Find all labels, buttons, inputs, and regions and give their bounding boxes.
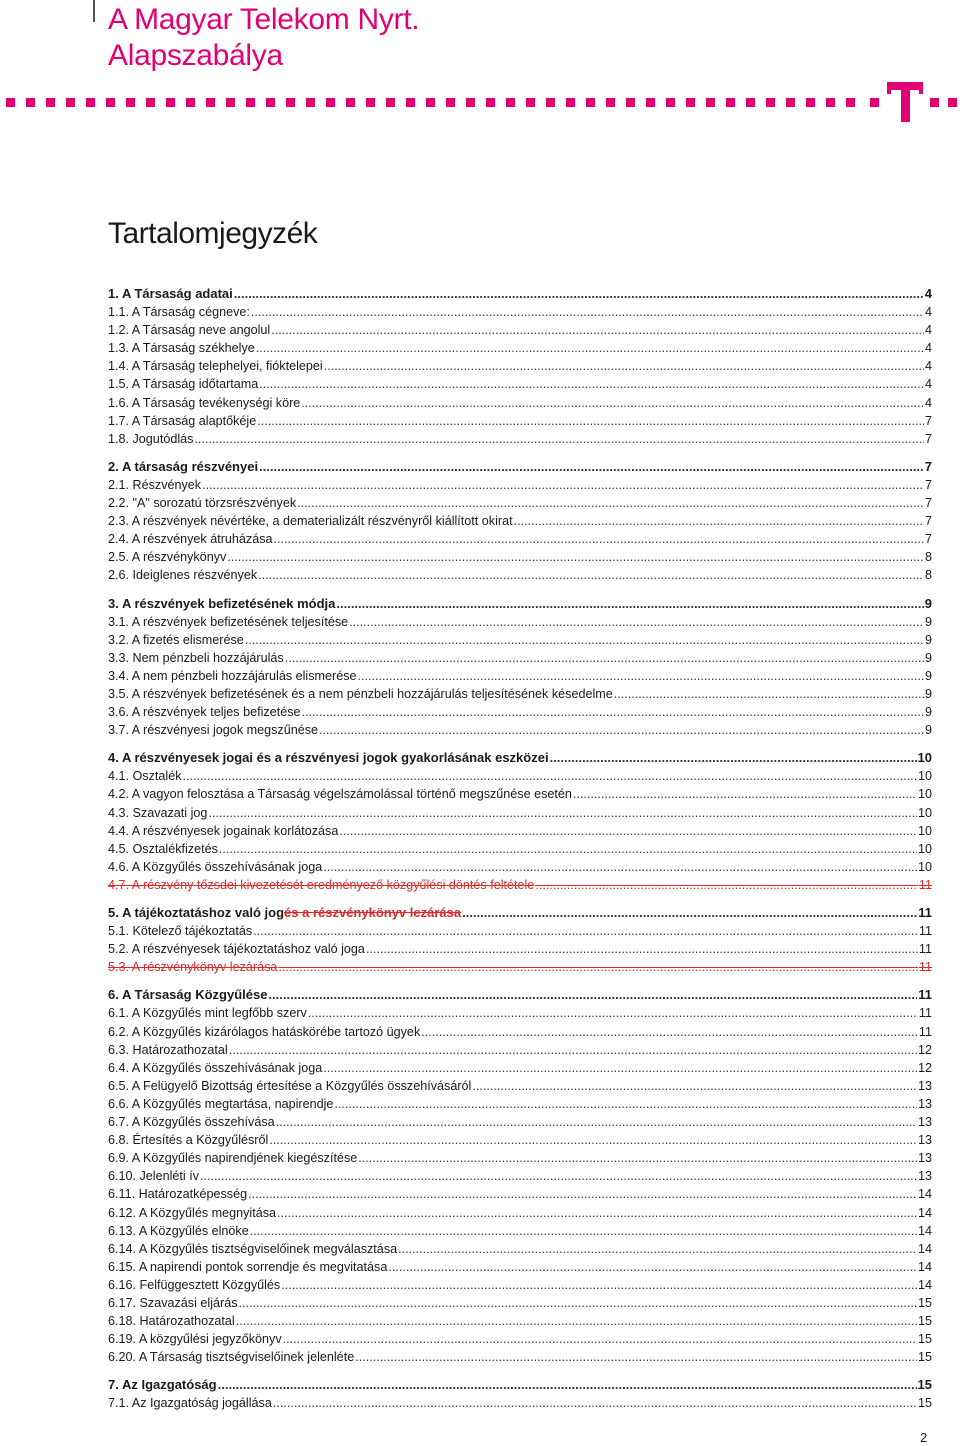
- toc-dot-leader: [219, 840, 917, 858]
- toc-dot-leader: [301, 394, 924, 412]
- toc-page-number: 4: [924, 286, 932, 301]
- toc-dot-leader: [258, 566, 924, 584]
- toc-dot-leader: [334, 1095, 917, 1113]
- toc-dot-leader: [358, 1149, 917, 1167]
- toc-entry[interactable]: [108, 1258, 932, 1276]
- toc-entry[interactable]: [108, 1312, 932, 1330]
- magenta-dot: [486, 98, 495, 107]
- toc-entry-title: 2.6. Ideiglenes részvények: [108, 568, 258, 583]
- toc-dot-leader: [202, 476, 924, 494]
- magenta-dot: [86, 98, 95, 107]
- toc-page-number: 7: [924, 413, 932, 428]
- magenta-dot: [66, 98, 75, 107]
- toc-entry-title: 2. A társaság részvényei: [108, 458, 259, 474]
- toc-entry[interactable]: [108, 767, 932, 785]
- toc-page-number: 15: [917, 1314, 932, 1329]
- magenta-dot: [466, 98, 475, 107]
- toc-page-number: 9: [924, 668, 932, 683]
- toc-dot-leader: [239, 1294, 917, 1312]
- magenta-dot: [446, 98, 455, 107]
- toc-entry-title: 6.2. A Közgyűlés kizárólagos hatáskörébe tartozó ügyek: [108, 1024, 421, 1039]
- toc-page-number: 13: [917, 1115, 932, 1130]
- toc-dot-leader: [550, 749, 917, 767]
- toc-dot-leader: [285, 649, 924, 667]
- toc-entry[interactable]: [108, 1149, 932, 1167]
- toc-heading: Tartalomjegyzék: [108, 217, 318, 250]
- toc-page-number: 4: [924, 377, 932, 392]
- toc-page-number: 4: [924, 359, 932, 374]
- toc-entry-title: 1.5. A Társaság időtartama: [108, 377, 259, 392]
- toc-entry[interactable]: [108, 1204, 932, 1222]
- toc-page-number: 9: [924, 632, 932, 647]
- toc-entry[interactable]: [108, 667, 932, 685]
- toc-dot-leader: [259, 458, 924, 476]
- magenta-dot: [606, 98, 615, 107]
- magenta-dot: [326, 98, 335, 107]
- magenta-dot: [266, 98, 275, 107]
- toc-entry-title: 6.5. A Felügyelő Bizottság értesítése a Közgyűlés összehívásáról: [108, 1078, 472, 1093]
- toc-entry-struck-text: és a részvénykönyv lezárása: [284, 905, 462, 920]
- magenta-dot: [366, 98, 375, 107]
- magenta-dot: [46, 98, 55, 107]
- toc-page-number: 13: [917, 1096, 932, 1111]
- toc-entry-title: 6.17. Szavazási eljárás: [108, 1295, 238, 1310]
- magenta-dot: [586, 98, 595, 107]
- magenta-dot: [106, 98, 115, 107]
- magenta-dot: [506, 98, 515, 107]
- toc-page-number: 9: [924, 723, 932, 738]
- toc-page-number: 15: [917, 1377, 932, 1393]
- toc-dot-leader: [257, 412, 924, 430]
- toc-entry-title: 6.15. A napirendi pontok sorrendje és megvitatása: [108, 1259, 388, 1274]
- magenta-dot: [146, 98, 155, 107]
- toc-dot-leader: [259, 375, 924, 393]
- toc-page-number: 7: [924, 477, 932, 492]
- toc-entry-title: 1.7. A Társaság alaptőkéje: [108, 413, 257, 428]
- magenta-dot: [226, 98, 235, 107]
- toc-entry-title: 3.5. A részvények befizetésének és a nem pénzbeli hozzájárulás teljesítésének késedelme: [108, 686, 613, 701]
- toc-page-number: 12: [917, 1060, 932, 1075]
- toc-page-number: 11: [918, 905, 932, 920]
- toc-dot-leader: [421, 1023, 918, 1041]
- toc-page-number: 11: [918, 877, 932, 892]
- toc-page-number: 14: [917, 1241, 932, 1256]
- toc-entry-title: 1.6. A Társaság tevékenységi köre: [108, 395, 301, 410]
- toc-chapter-entry[interactable]: [108, 595, 932, 613]
- toc-entry-title: 3. A részvények befizetésének módja: [108, 595, 336, 611]
- toc-page-number: 15: [917, 1396, 932, 1411]
- toc-entry[interactable]: [108, 631, 932, 649]
- toc-page-number: 14: [917, 1259, 932, 1274]
- magenta-dot: [126, 98, 135, 107]
- toc-dot-leader: [183, 767, 917, 785]
- toc-dot-leader: [366, 940, 918, 958]
- page-edge-bar: [93, 0, 95, 22]
- toc-entry-title: 6.10. Jelenléti ív: [108, 1169, 200, 1184]
- toc-entry-title: 6. A Társaság Közgyűlése: [108, 987, 268, 1003]
- toc-entry[interactable]: [108, 394, 932, 412]
- toc-entry[interactable]: [108, 1330, 932, 1348]
- magenta-dot: [426, 98, 435, 107]
- toc-entry-title: 6.13. A Közgyűlés elnöke: [108, 1223, 249, 1238]
- document-title-line1: A Magyar Telekom Nyrt.: [108, 3, 420, 36]
- toc-entry[interactable]: [108, 494, 932, 512]
- magenta-dot: [806, 98, 815, 107]
- toc-chapter-entry[interactable]: [108, 458, 932, 476]
- toc-dot-leader: [276, 1113, 917, 1131]
- toc-section: [108, 904, 932, 976]
- toc-dot-leader: [194, 430, 924, 448]
- magenta-dot: [526, 98, 535, 107]
- magenta-dot: [746, 98, 755, 107]
- toc-section: [108, 285, 932, 448]
- toc-entry-title: 6.18. Határozathozatal: [108, 1314, 235, 1329]
- magenta-dot: [726, 98, 735, 107]
- toc-section: [108, 986, 932, 1366]
- magenta-dot: [706, 98, 715, 107]
- toc-dot-leader: [323, 1059, 917, 1077]
- toc-entry-title: 1. A Társaság adatai: [108, 286, 233, 301]
- toc-dot-leader: [336, 595, 923, 613]
- magenta-dot: [686, 98, 695, 107]
- toc-entry-title: 6.16. Felfüggesztett Közgyűlés: [108, 1277, 281, 1292]
- toc-page-number: 4: [924, 305, 932, 320]
- toc-entry[interactable]: [108, 530, 932, 548]
- toc-dot-leader: [358, 667, 924, 685]
- toc-page-number: 13: [917, 1151, 932, 1166]
- toc-dot-leader: [208, 804, 917, 822]
- toc-entry[interactable]: [108, 876, 932, 894]
- toc-entry[interactable]: [108, 1131, 932, 1149]
- toc-page-number: 11: [918, 960, 932, 975]
- toc-page-number: 10: [917, 769, 932, 784]
- magenta-dot: [26, 98, 35, 107]
- magenta-dot: [246, 98, 255, 107]
- toc-page-number: 12: [917, 1042, 932, 1057]
- toc-dot-leader: [614, 685, 924, 703]
- toc-chapter-entry[interactable]: [108, 285, 932, 303]
- toc-dot-leader: [277, 1204, 917, 1222]
- toc-entry[interactable]: [108, 922, 932, 940]
- magenta-dot: [826, 98, 835, 107]
- toc-page-number: 13: [917, 1078, 932, 1093]
- toc-dot-leader: [355, 1348, 917, 1366]
- toc-section: [108, 1376, 932, 1412]
- toc-entry-title: 6.8. Értesítés a Közgyűlésről: [108, 1133, 269, 1148]
- toc-entry[interactable]: [108, 303, 932, 321]
- toc-page-number: 8: [924, 568, 932, 583]
- toc-dot-leader: [269, 1131, 917, 1149]
- toc-entry-title: 4. A részvényesek jogai és a részvényesi jogok gyakorlásának eszközei: [108, 750, 549, 766]
- toc-entry[interactable]: [108, 1077, 932, 1095]
- toc-entry[interactable]: [108, 1167, 932, 1185]
- toc-page-number: 14: [917, 1223, 932, 1238]
- magenta-dot: [646, 98, 655, 107]
- toc-entry-title: 1.3. A Társaság székhelye: [108, 341, 255, 356]
- toc-page-number: 15: [917, 1350, 932, 1365]
- toc-entry-title: 6.20. A Társaság tisztségviselőinek jelenléte: [108, 1350, 355, 1365]
- toc-entry-title: 6.1. A Közgyűlés mint legfőbb szerv: [108, 1006, 307, 1021]
- toc-entry-title: 6.6. A Közgyűlés megtartása, napirendje: [108, 1096, 334, 1111]
- toc-entry[interactable]: [108, 822, 932, 840]
- toc-entry-title: 2.2. "A" sorozatú törzsrészvények: [108, 496, 297, 511]
- toc-entry-title: 2.3. A részvények névértéke, a dematerializált részvényről kiállított okirat: [108, 514, 513, 529]
- toc-dot-leader: [283, 1330, 917, 1348]
- toc-page-number: 10: [917, 859, 932, 874]
- toc-entry-title: 1.2. A Társaság neve angolul: [108, 323, 271, 338]
- toc-entry[interactable]: [108, 1041, 932, 1059]
- page-number: 2: [920, 1430, 928, 1445]
- table-of-contents: [108, 285, 932, 1423]
- toc-entry-title: 3.3. Nem pénzbeli hozzájárulás: [108, 650, 284, 665]
- toc-page-number: 9: [924, 650, 932, 665]
- toc-entry[interactable]: [108, 321, 932, 339]
- magenta-dot: [6, 98, 15, 107]
- toc-entry[interactable]: [108, 785, 932, 803]
- toc-dot-leader: [218, 1376, 917, 1394]
- toc-entry-title: 2.5. A részvénykönyv: [108, 550, 227, 565]
- magenta-dot: [666, 98, 675, 107]
- toc-dot-leader: [227, 548, 924, 566]
- toc-page-number: 15: [917, 1332, 932, 1347]
- toc-page-number: 4: [924, 341, 932, 356]
- toc-entry[interactable]: [108, 613, 932, 631]
- toc-page-number: 11: [918, 987, 932, 1003]
- toc-entry-title: 4.2. A vagyon felosztása a Társaság végelszámolással történő megszűnése esetén: [108, 787, 572, 802]
- toc-entry[interactable]: [108, 430, 932, 448]
- toc-page-number: 10: [917, 750, 932, 766]
- toc-page-number: 7: [924, 496, 932, 511]
- toc-dot-leader: [324, 357, 924, 375]
- toc-dot-leader: [248, 1185, 917, 1203]
- toc-dot-leader: [274, 530, 924, 548]
- toc-entry-title: 4.5. Osztalékfizetés: [108, 841, 218, 856]
- toc-entry-title: 3.4. A nem pénzbeli hozzájárulás elismerése: [108, 668, 357, 683]
- toc-page-number: 4: [924, 323, 932, 338]
- toc-entry[interactable]: [108, 476, 932, 494]
- toc-dot-leader: [234, 285, 924, 303]
- toc-entry-title: 7. Az Igazgatóság: [108, 1377, 217, 1393]
- toc-entry[interactable]: [108, 649, 932, 667]
- toc-chapter-entry[interactable]: [108, 904, 932, 922]
- toc-entry-title: 3.6. A részvények teljes befizetése: [108, 705, 301, 720]
- toc-entry[interactable]: [108, 1023, 932, 1041]
- toc-chapter-entry[interactable]: [108, 749, 932, 767]
- toc-page-number: 15: [917, 1295, 932, 1310]
- toc-page-number: 11: [918, 1006, 932, 1021]
- toc-page-number: 10: [917, 841, 932, 856]
- toc-dot-leader: [514, 512, 924, 530]
- toc-entry[interactable]: [108, 1004, 932, 1022]
- toc-entry-title: 3.1. A részvények befizetésének teljesítése: [108, 614, 349, 629]
- toc-entry-title: 2.1. Részvények: [108, 477, 202, 492]
- toc-entry-title: 4.1. Osztalék: [108, 769, 182, 784]
- toc-entry[interactable]: [108, 566, 932, 584]
- toc-page-number: 9: [924, 705, 932, 720]
- toc-entry-title: 2.4. A részvények átruházása: [108, 532, 273, 547]
- toc-entry-title: 5.3. A részvénykönyv lezárása: [108, 960, 278, 975]
- toc-entry-title: 6.19. A közgyűlési jegyzőkönyv: [108, 1332, 282, 1347]
- toc-entry-title: 1.8. Jogutódlás: [108, 431, 194, 446]
- toc-entry-title: 6.12. A Közgyűlés megnyitása: [108, 1205, 277, 1220]
- toc-dot-leader: [339, 822, 917, 840]
- toc-entry-title: 5. A tájékoztatáshoz való jog: [108, 905, 285, 920]
- toc-entry-title: 3.7. A részvényesi jogok megszűnése: [108, 723, 319, 738]
- toc-page-number: 7: [924, 532, 932, 547]
- toc-page-number: 9: [924, 686, 932, 701]
- toc-page-number: 10: [917, 787, 932, 802]
- toc-dot-leader: [253, 922, 918, 940]
- toc-page-number: 10: [917, 805, 932, 820]
- toc-entry-title: 6.4. A Közgyűlés összehívásának joga: [108, 1060, 323, 1075]
- toc-dot-leader: [245, 631, 924, 649]
- toc-page-number: 9: [924, 614, 932, 629]
- toc-dot-leader: [268, 986, 917, 1004]
- toc-dot-leader: [308, 1004, 918, 1022]
- toc-section: [108, 749, 932, 894]
- toc-entry-title: 7.1. Az Igazgatóság jogállása: [108, 1396, 272, 1411]
- toc-dot-leader: [250, 1222, 917, 1240]
- toc-entry[interactable]: [108, 940, 932, 958]
- toc-dot-leader: [256, 339, 924, 357]
- toc-dot-leader: [251, 303, 924, 321]
- magenta-dot: [346, 98, 355, 107]
- magenta-dot: [306, 98, 315, 107]
- toc-entry[interactable]: [108, 1394, 932, 1412]
- toc-dot-leader: [236, 1312, 917, 1330]
- toc-entry[interactable]: [108, 840, 932, 858]
- magenta-dot: [186, 98, 195, 107]
- toc-section: [108, 458, 932, 585]
- toc-entry[interactable]: [108, 339, 932, 357]
- toc-dot-leader: [472, 1077, 917, 1095]
- toc-entry[interactable]: [108, 703, 932, 721]
- toc-entry[interactable]: [108, 804, 932, 822]
- toc-entry[interactable]: [108, 1240, 932, 1258]
- toc-dot-leader: [462, 904, 917, 922]
- toc-entry[interactable]: [108, 858, 932, 876]
- toc-section: [108, 595, 932, 740]
- toc-entry-title: 6.3. Határozathozatal: [108, 1042, 228, 1057]
- toc-entry[interactable]: [108, 357, 932, 375]
- magenta-dot: [626, 98, 635, 107]
- toc-dot-leader: [278, 958, 918, 976]
- toc-chapter-entry[interactable]: [108, 1376, 932, 1394]
- toc-entry-title: 6.9. A Közgyűlés napirendjének kiegészítése: [108, 1151, 358, 1166]
- toc-page-number: 11: [918, 1024, 932, 1039]
- toc-dot-leader: [302, 703, 924, 721]
- toc-page-number: 13: [917, 1169, 932, 1184]
- magenta-dot: [766, 98, 775, 107]
- toc-page-number: 14: [917, 1277, 932, 1292]
- toc-entry-title: 4.3. Szavazati jog: [108, 805, 208, 820]
- toc-page-number: 11: [918, 924, 932, 939]
- magenta-dot-row: [0, 98, 860, 107]
- toc-entry-title: 5.1. Kötelező tájékoztatás: [108, 924, 253, 939]
- toc-entry[interactable]: [108, 412, 932, 430]
- toc-entry-title: 6.14. A Közgyűlés tisztségviselőinek megválasztása: [108, 1241, 398, 1256]
- toc-entry[interactable]: [108, 1348, 932, 1366]
- toc-entry[interactable]: [108, 721, 932, 739]
- toc-entry[interactable]: [108, 1095, 932, 1113]
- toc-page-number: 9: [924, 595, 932, 611]
- magenta-dot: [386, 98, 395, 107]
- toc-entry[interactable]: [108, 1294, 932, 1312]
- toc-chapter-entry[interactable]: [108, 986, 932, 1004]
- toc-entry-title: 3.2. A fizetés elismerése: [108, 632, 244, 647]
- toc-dot-leader: [398, 1240, 917, 1258]
- toc-entry[interactable]: [108, 548, 932, 566]
- toc-dot-leader: [573, 785, 917, 803]
- toc-page-number: 7: [924, 458, 932, 474]
- toc-page-number: 14: [917, 1205, 932, 1220]
- toc-entry[interactable]: [108, 1113, 932, 1131]
- toc-dot-leader: [273, 1394, 917, 1412]
- toc-dot-leader: [388, 1258, 917, 1276]
- toc-dot-leader: [297, 494, 924, 512]
- toc-entry[interactable]: [108, 1276, 932, 1294]
- document-title: [108, 2, 419, 74]
- toc-entry[interactable]: [108, 685, 932, 703]
- toc-dot-leader: [229, 1041, 917, 1059]
- toc-page-number: 7: [924, 431, 932, 446]
- toc-entry-title: 6.11. Határozatképesség: [108, 1187, 248, 1202]
- toc-entry-title: 1.4. A Társaság telephelyei, fióktelepei: [108, 359, 323, 374]
- document-title-line2: Alapszabálya: [108, 39, 283, 72]
- toc-page-number: 8: [924, 550, 932, 565]
- magenta-dot: [846, 98, 855, 107]
- toc-entry[interactable]: [108, 512, 932, 530]
- toc-page-number: 11: [918, 942, 932, 957]
- toc-dot-leader: [535, 876, 918, 894]
- magenta-dot: [786, 98, 795, 107]
- toc-entry[interactable]: [108, 958, 932, 976]
- toc-page-number: 7: [924, 514, 932, 529]
- toc-entry-title: 5.2. A részvényesek tájékoztatáshoz való joga: [108, 942, 365, 957]
- toc-dot-leader: [319, 721, 924, 739]
- toc-entry-title: 4.6. A Közgyűlés összehívásának joga: [108, 859, 323, 874]
- toc-dot-leader: [349, 613, 924, 631]
- magenta-dot: [406, 98, 415, 107]
- toc-dot-leader: [271, 321, 924, 339]
- toc-entry-title: 4.4. A részvényesek jogainak korlátozása: [108, 823, 339, 838]
- toc-entry-title: 4.7. A részvény tőzsdei kivezetését eredményező közgyűlési döntés feltétele: [108, 877, 535, 892]
- toc-dot-leader: [281, 1276, 917, 1294]
- magenta-dot: [566, 98, 575, 107]
- toc-page-number: 4: [924, 395, 932, 410]
- toc-dot-leader: [323, 858, 917, 876]
- toc-page-number: 13: [917, 1133, 932, 1148]
- toc-entry-title: 6.7. A Közgyűlés összehívása: [108, 1115, 275, 1130]
- toc-entry[interactable]: [108, 1222, 932, 1240]
- magenta-dot: [206, 98, 215, 107]
- toc-entry[interactable]: [108, 375, 932, 393]
- magenta-dot: [546, 98, 555, 107]
- toc-entry[interactable]: [108, 1185, 932, 1203]
- toc-page-number: 10: [917, 823, 932, 838]
- magenta-dot: [166, 98, 175, 107]
- toc-entry[interactable]: [108, 1059, 932, 1077]
- toc-entry-title: 1.1. A Társaság cégneve:: [108, 305, 250, 320]
- toc-dot-leader: [200, 1167, 917, 1185]
- toc-page-number: 14: [917, 1187, 932, 1202]
- telekom-t-logo-icon: [868, 82, 960, 122]
- magenta-dot: [286, 98, 295, 107]
